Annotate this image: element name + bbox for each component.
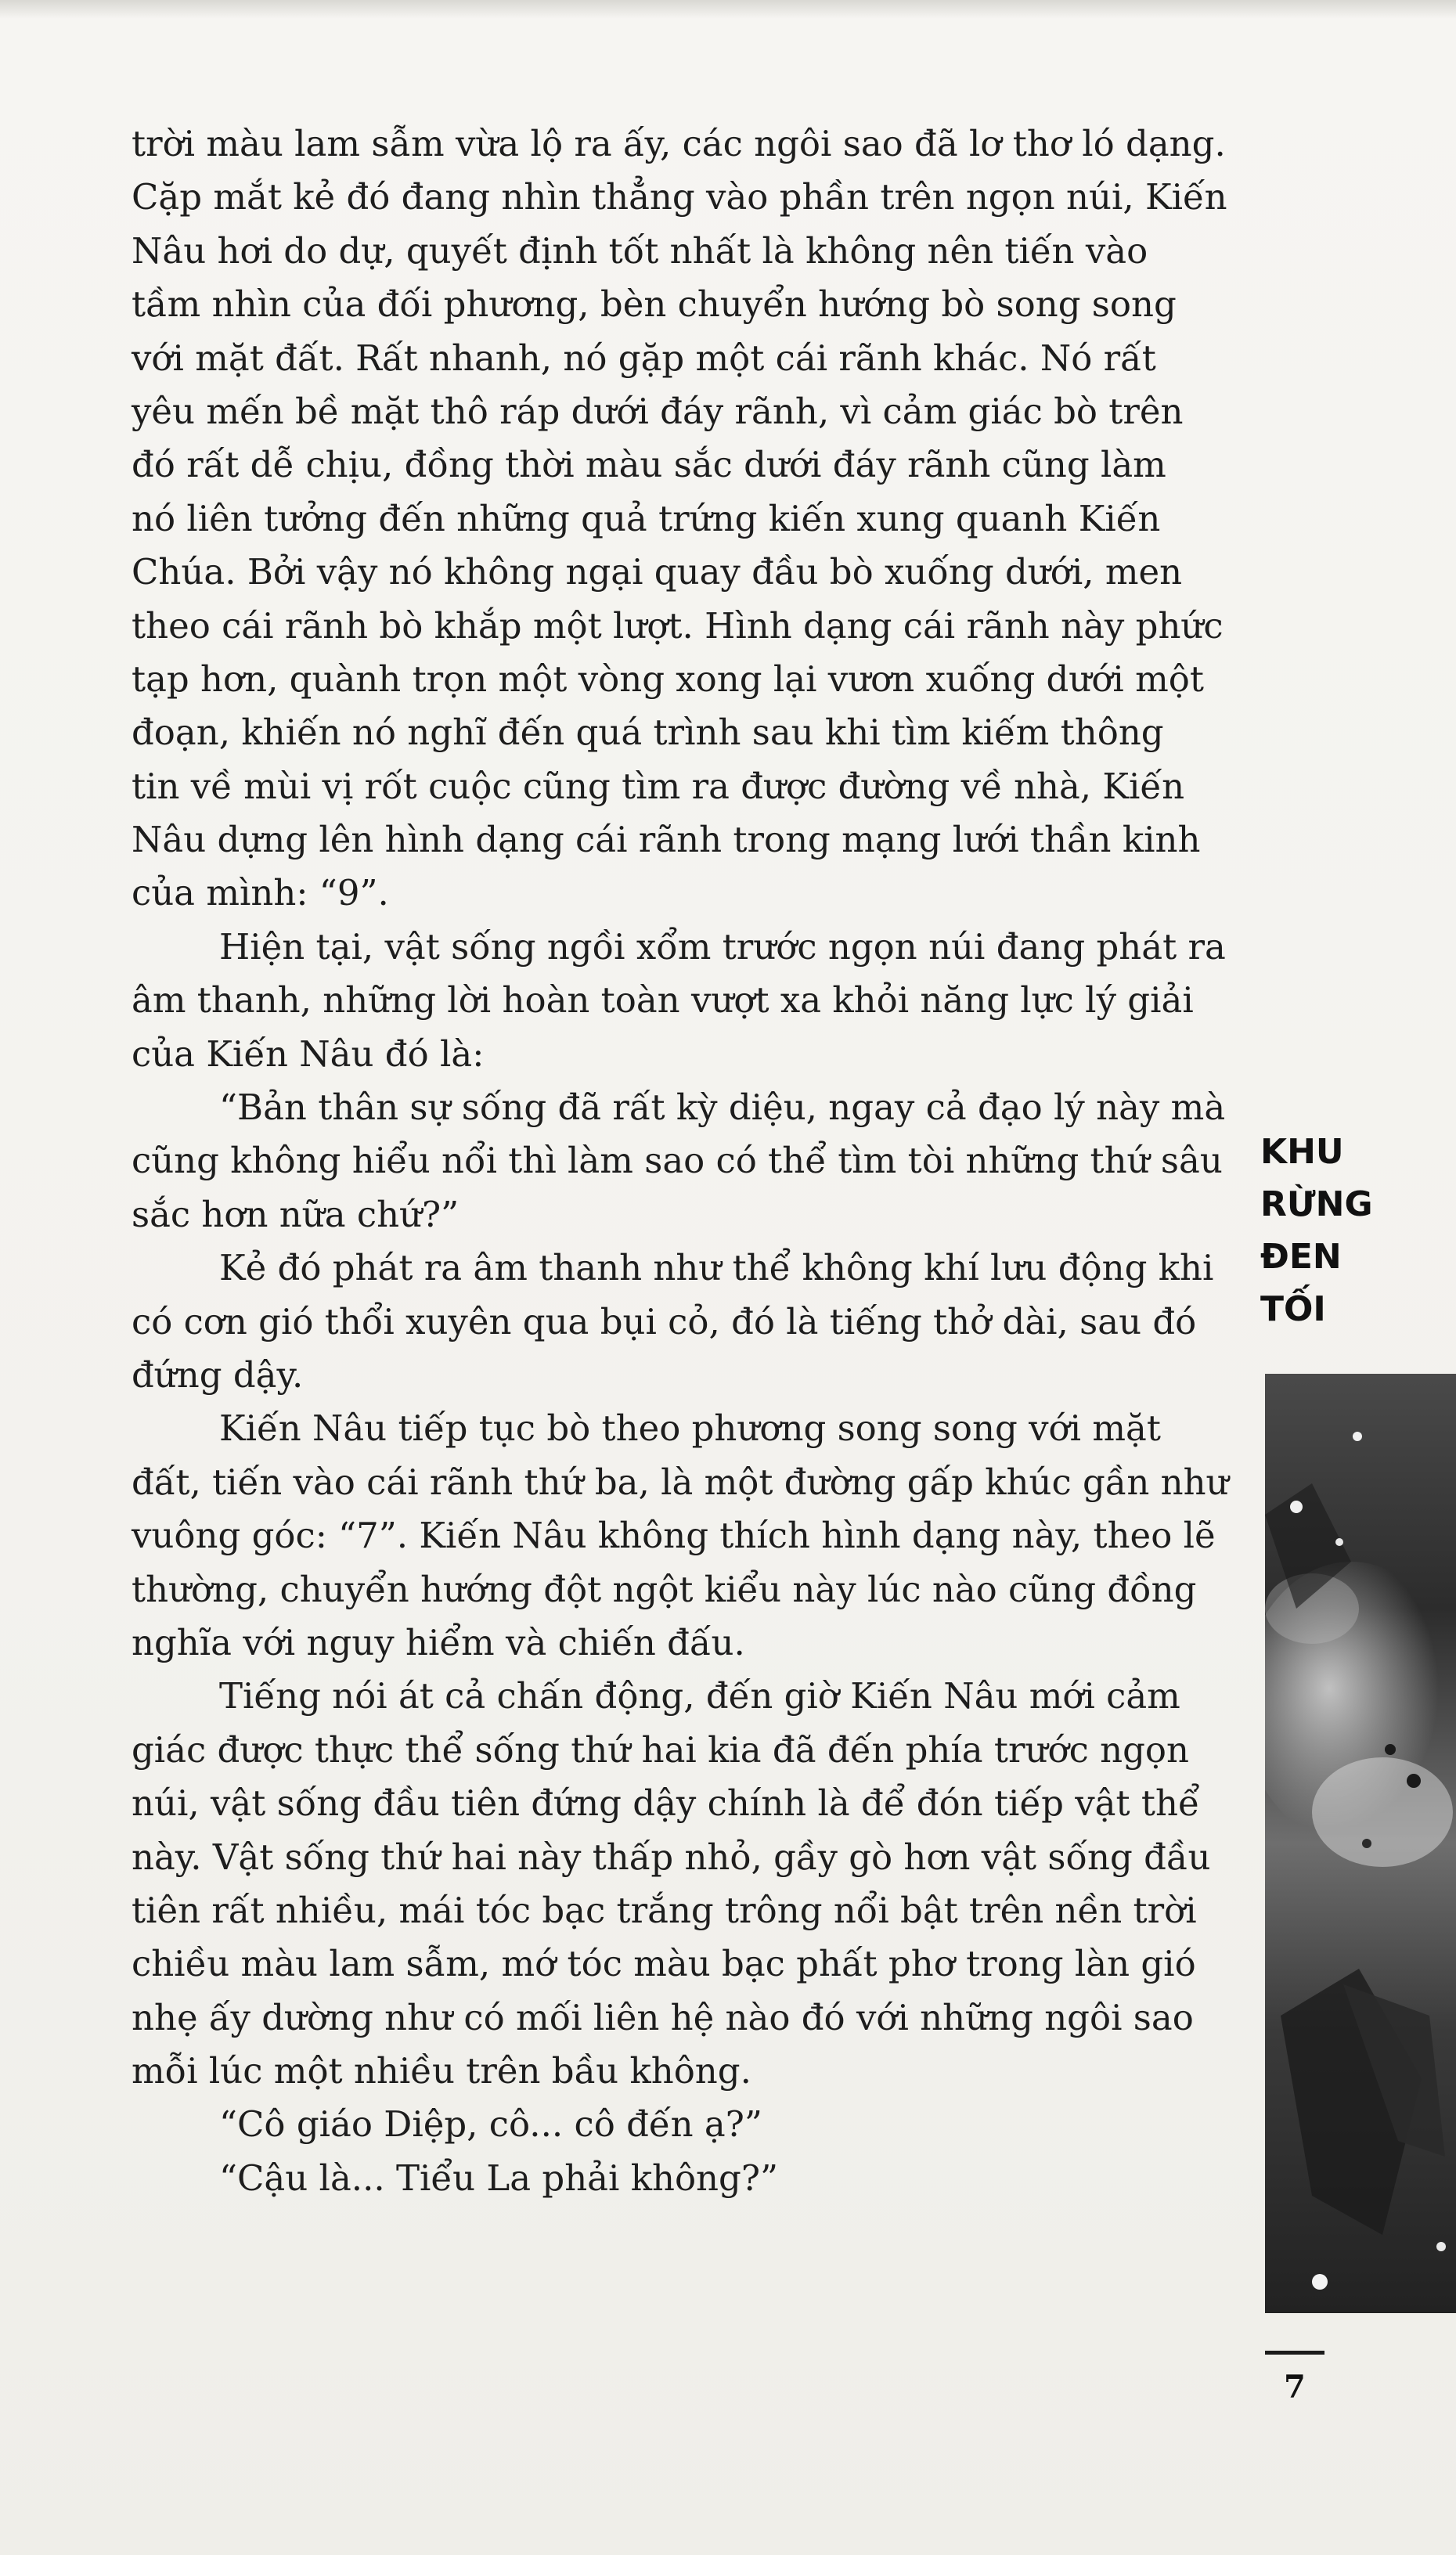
text-line: sắc hơn nữa chứ?” [132, 1193, 460, 1235]
paragraph-first-line: Hiện tại, vật sống ngồi xổm trước ngọn núi đang phát ra [219, 925, 1226, 968]
text-line: vuông góc: “7”. Kiến Nâu không thích hình dạng này, theo lẽ [132, 1515, 1216, 1557]
text-line: của mình: “9”. [132, 872, 389, 914]
text-line: này. Vật sống thứ hai này thấp nhỏ, gầy gò hơn vật sống đầu [132, 1836, 1211, 1878]
text-line: đoạn, khiến nó nghĩ đến quá trình sau khi tìm kiếm thông [132, 712, 1164, 754]
text-line: nghĩa với nguy hiểm và chiến đấu. [132, 1621, 745, 1663]
side-book-title [1260, 1126, 1373, 1335]
page-number-rule [1265, 2351, 1324, 2355]
text-line: thường, chuyển hướng đột ngột kiểu này lúc nào cũng đồng [132, 1568, 1197, 1610]
text-line: đứng dậy. [132, 1353, 304, 1396]
body-text [132, 117, 1231, 2205]
paragraph-first-line: Kẻ đó phát ra âm thanh như thể không khí lưu động khi [219, 1247, 1214, 1289]
text-line: Chúa. Bởi vậy nó không ngại quay đầu bò xuống dưới, men [132, 551, 1183, 593]
side-title-line: RỪNG [1260, 1184, 1373, 1224]
text-line: tin về mùi vị rốt cuộc cũng tìm ra được đường về nhà, Kiến [132, 765, 1185, 807]
illustration-art [1265, 1374, 1456, 2313]
text-line: tiên rất nhiều, mái tóc bạc trắng trông nổi bật trên nền trời [132, 1889, 1197, 1931]
text-line: Cặp mắt kẻ đó đang nhìn thẳng vào phần trên ngọn núi, Kiến [132, 176, 1227, 218]
dialogue-line: “Cậu là... Tiểu La phải không?” [219, 2157, 778, 2199]
paragraph-first-line: Kiến Nâu tiếp tục bò theo phương song song với mặt [219, 1407, 1161, 1450]
text-line: Nâu dựng lên hình dạng cái rãnh trong mạng lưới thần kinh [132, 819, 1201, 861]
text-line: đất, tiến vào cái rãnh thứ ba, là một đường gấp khúc gần như [132, 1461, 1229, 1503]
text-line: tầm nhìn của đối phương, bèn chuyển hướng bò song song [132, 283, 1177, 326]
text-line: núi, vật sống đầu tiên đứng dậy chính là để đón tiếp vật thể [132, 1782, 1200, 1825]
text-line: có cơn gió thổi xuyên qua bụi cỏ, đó là tiếng thở dài, sau đó [132, 1300, 1197, 1342]
text-line: mỗi lúc một nhiều trên bầu không. [132, 2050, 751, 2092]
text-line: yêu mến bề mặt thô ráp dưới đáy rãnh, vì cảm giác bò trên [132, 390, 1184, 432]
text-line: tạp hơn, quành trọn một vòng xong lại vươn xuống dưới một [132, 658, 1204, 700]
text-line: đó rất dễ chịu, đồng thời màu sắc dưới đáy rãnh cũng làm [132, 444, 1166, 486]
text-line: trời màu lam sẫm vừa lộ ra ấy, các ngôi sao đã lơ thơ ló dạng. [132, 123, 1226, 164]
side-title-line: KHU [1260, 1132, 1344, 1172]
page-number: 7 [1284, 2369, 1306, 2405]
side-title-line: TỐI [1260, 1289, 1326, 1329]
text-line: nhẹ ấy dường như có mối liên hệ nào đó với những ngôi sao [132, 1996, 1194, 2038]
text-line: với mặt đất. Rất nhanh, nó gặp một cái rãnh khác. Nó rất [132, 337, 1156, 379]
text-line: theo cái rãnh bò khắp một lượt. Hình dạng cái rãnh này phức [132, 604, 1224, 647]
text-line: nó liên tưởng đến những quả trứng kiến xung quanh Kiến [132, 497, 1161, 539]
side-illustration [1265, 1374, 1456, 2313]
text-line: cũng không hiểu nổi thì làm sao có thể tìm tòi những thứ sâu [132, 1140, 1223, 1182]
text-line: giác được thực thể sống thứ hai kia đã đến phía trước ngọn [132, 1728, 1189, 1771]
text-line: chiều màu lam sẫm, mớ tóc màu bạc phất phơ trong làn gió [132, 1943, 1196, 1985]
text-line: âm thanh, những lời hoàn toàn vượt xa khỏi năng lực lý giải [132, 979, 1194, 1022]
paragraph-first-line: Tiếng nói át cả chấn động, đến giờ Kiến Nâu mới cảm [219, 1675, 1180, 1717]
text-line: Nâu hơi do dự, quyết định tốt nhất là không nên tiến vào [132, 229, 1148, 272]
paragraph-first-line: “Bản thân sự sống đã rất kỳ diệu, ngay cả đạo lý này mà [219, 1087, 1226, 1129]
side-title-line: ĐEN [1260, 1237, 1342, 1277]
page-top-shadow [0, 0, 1456, 19]
dialogue-line: “Cô giáo Diệp, cô... cô đến ạ?” [219, 2103, 762, 2146]
text-line: của Kiến Nâu đó là: [132, 1032, 485, 1075]
